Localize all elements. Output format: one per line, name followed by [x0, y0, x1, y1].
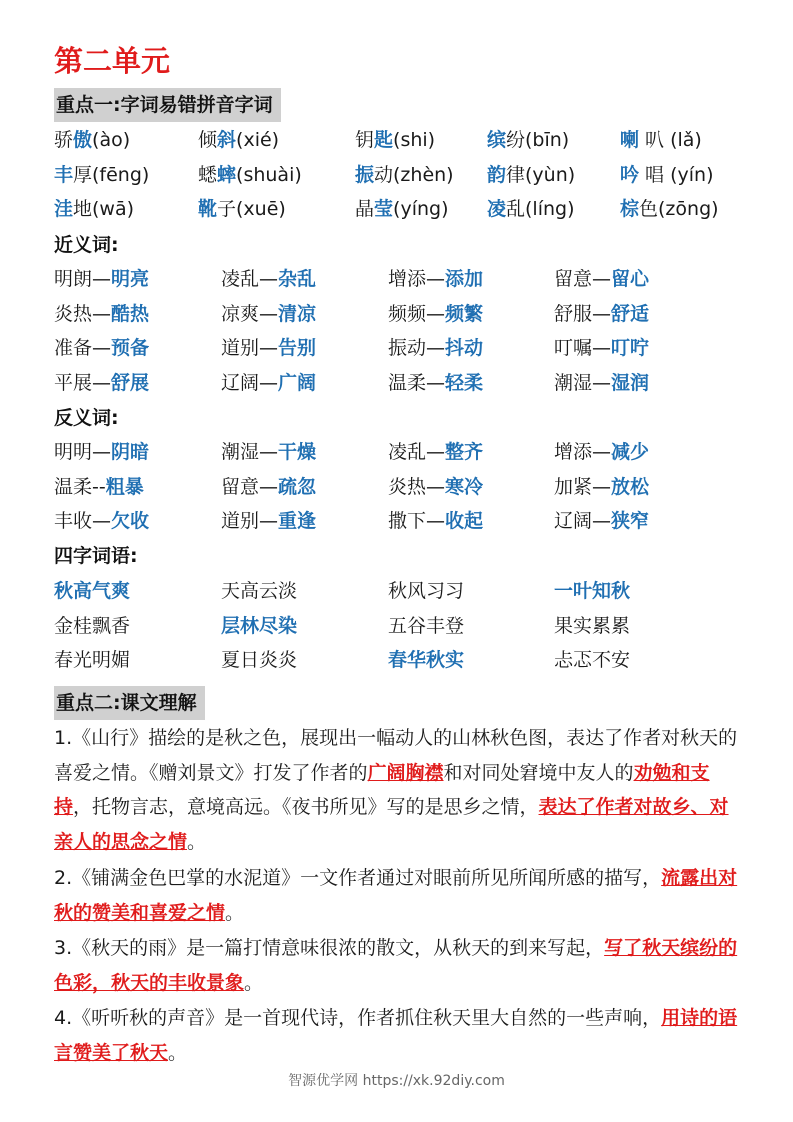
synonym-pair: 温柔—轻柔 — [388, 372, 484, 395]
paragraph-text: 。 — [168, 1041, 188, 1064]
paragraph-text: 3.《秋天的雨》是一篇打情意味很浓的散文，从秋天的到来写起， — [54, 937, 605, 959]
idiom-word: 五谷丰登 — [388, 614, 465, 637]
highlight-text: 广阔胸襟 — [367, 761, 444, 784]
pinyin-word: 凌乱(líng) — [487, 198, 575, 221]
section2-heading: 重点二:课文理解 — [54, 686, 205, 720]
synonym-pair: 明朗—明亮 — [54, 268, 150, 290]
page-title: 第二单元 — [54, 44, 171, 78]
synonym-pair: 准备—预备 — [54, 337, 150, 360]
synonym-pair: 振动—抖动 — [388, 337, 484, 360]
antonym-pair: 辽阔—狭窄 — [554, 510, 650, 533]
synonym-pair: 凉爽—清凉 — [221, 302, 317, 325]
pinyin-word: 振动(zhèn) — [355, 163, 454, 186]
antonym-pair: 丰收—欠收 — [54, 510, 150, 533]
paragraph-text: 和对同处窘境中友人的 — [443, 761, 634, 784]
idiom-word: 秋高气爽 — [54, 580, 131, 602]
idioms-heading: 四字词语: — [54, 545, 138, 567]
antonyms-heading: 反义词: — [54, 407, 119, 429]
idiom-word: 春光明媚 — [54, 649, 131, 672]
antonym-pair: 增添—减少 — [554, 441, 650, 463]
synonyms-heading: 近义词: — [54, 234, 119, 256]
antonym-pair: 明明—阴暗 — [54, 441, 150, 463]
idiom-word: 忐忑不安 — [554, 649, 631, 672]
footer-watermark: 智源优学网 https://xk.92diy.com — [288, 1073, 505, 1089]
synonym-pair: 舒服—舒适 — [554, 302, 650, 325]
pinyin-word: 倾斜(xié) — [198, 129, 280, 151]
idiom-word: 一叶知秋 — [554, 580, 631, 602]
pinyin-word: 喇 叭 (lǎ) — [620, 129, 702, 151]
antonym-pair: 留意—疏忽 — [221, 475, 317, 498]
pinyin-word: 晶莹(yíng) — [355, 198, 449, 221]
paragraph-4 — [54, 1001, 744, 1070]
idiom-word: 天高云淡 — [221, 580, 298, 602]
idiom-word: 春华秋实 — [388, 649, 465, 672]
antonym-pair: 潮湿—干燥 — [221, 441, 317, 463]
paragraph-text: ，托物言志，意境高远。《夜书所见》写的是思乡之情， — [73, 796, 539, 819]
section1-heading: 重点一:字词易错拼音字词 — [54, 88, 281, 122]
idiom-word: 夏日炎炎 — [221, 649, 298, 672]
antonym-pair: 凌乱—整齐 — [388, 441, 484, 463]
pinyin-word: 丰厚(fēng) — [54, 163, 150, 186]
idiom-word: 层林尽染 — [221, 614, 298, 637]
highlight-text: 劝勉和支持 — [54, 761, 710, 819]
paragraph-2 — [54, 861, 744, 930]
highlight-text: 用诗的语言赞美了秋天 — [54, 1007, 738, 1064]
highlight-text: 流露出对秋的赞美和喜爱之情 — [54, 867, 738, 924]
highlight-text: 表达了作者对故乡、对亲人的思念之情 — [54, 796, 729, 854]
pinyin-word: 骄傲(ào) — [54, 129, 131, 151]
idiom-word: 秋风习习 — [388, 580, 465, 602]
pinyin-word: 棕色(zōng) — [620, 198, 719, 221]
paragraph-text: 4.《听听秋的声音》是一首现代诗，作者抓住秋天里大自然的一些声响， — [54, 1007, 662, 1029]
antonym-pair: 加紧—放松 — [554, 475, 650, 498]
synonym-pair: 道别—告别 — [221, 337, 317, 360]
antonym-pair: 炎热—寒冷 — [388, 475, 484, 498]
highlight-text: 写了秋天缤纷的色彩，秋天的丰收景象 — [54, 937, 738, 994]
synonym-pair: 炎热—酷热 — [54, 302, 150, 325]
synonym-pair: 辽阔—广阔 — [221, 372, 317, 395]
synonym-pair: 凌乱—杂乱 — [221, 268, 317, 290]
pinyin-word: 韵律(yùn) — [487, 163, 576, 186]
synonym-pair: 增添—添加 — [388, 268, 484, 290]
pinyin-word: 钥匙(shi) — [355, 129, 436, 151]
synonym-pair: 平展—舒展 — [54, 372, 150, 395]
paragraph-text: 。 — [225, 901, 245, 924]
paragraph-1 — [54, 721, 744, 860]
idiom-word: 金桂飘香 — [54, 614, 131, 637]
synonym-pair: 叮嘱—叮咛 — [554, 337, 650, 360]
pinyin-word: 缤纷(bīn) — [487, 129, 570, 151]
idiom-word: 果实累累 — [554, 614, 631, 637]
paragraph-text: 2.《铺满金色巴掌的水泥道》一文作者通过对眼前所见所闻所感的描写， — [54, 867, 662, 889]
paragraph-text: 。 — [187, 831, 207, 854]
synonym-pair: 潮湿—湿润 — [554, 372, 650, 395]
synonym-pair: 频频—频繁 — [388, 302, 484, 325]
pinyin-word: 蟋蟀(shuài) — [198, 163, 302, 186]
paragraph-3 — [54, 931, 744, 1000]
paragraph-text: 1.《山行》描绘的是秋之色，展现出一幅动人的山林秋色图，表达了作者对秋天的喜爱之情。《赠刘景文》打发了作者的 — [54, 727, 738, 784]
pinyin-word: 靴子(xuē) — [198, 198, 286, 221]
pinyin-word: 吟 唱 (yín) — [620, 163, 714, 186]
antonym-pair: 温柔--粗暴 — [54, 475, 144, 498]
antonym-pair: 撒下—收起 — [388, 510, 484, 533]
pinyin-word: 洼地(wā) — [54, 198, 135, 221]
paragraph-text: 。 — [244, 971, 264, 994]
antonym-pair: 道别—重逢 — [221, 510, 317, 533]
synonym-pair: 留意—留心 — [554, 268, 650, 290]
